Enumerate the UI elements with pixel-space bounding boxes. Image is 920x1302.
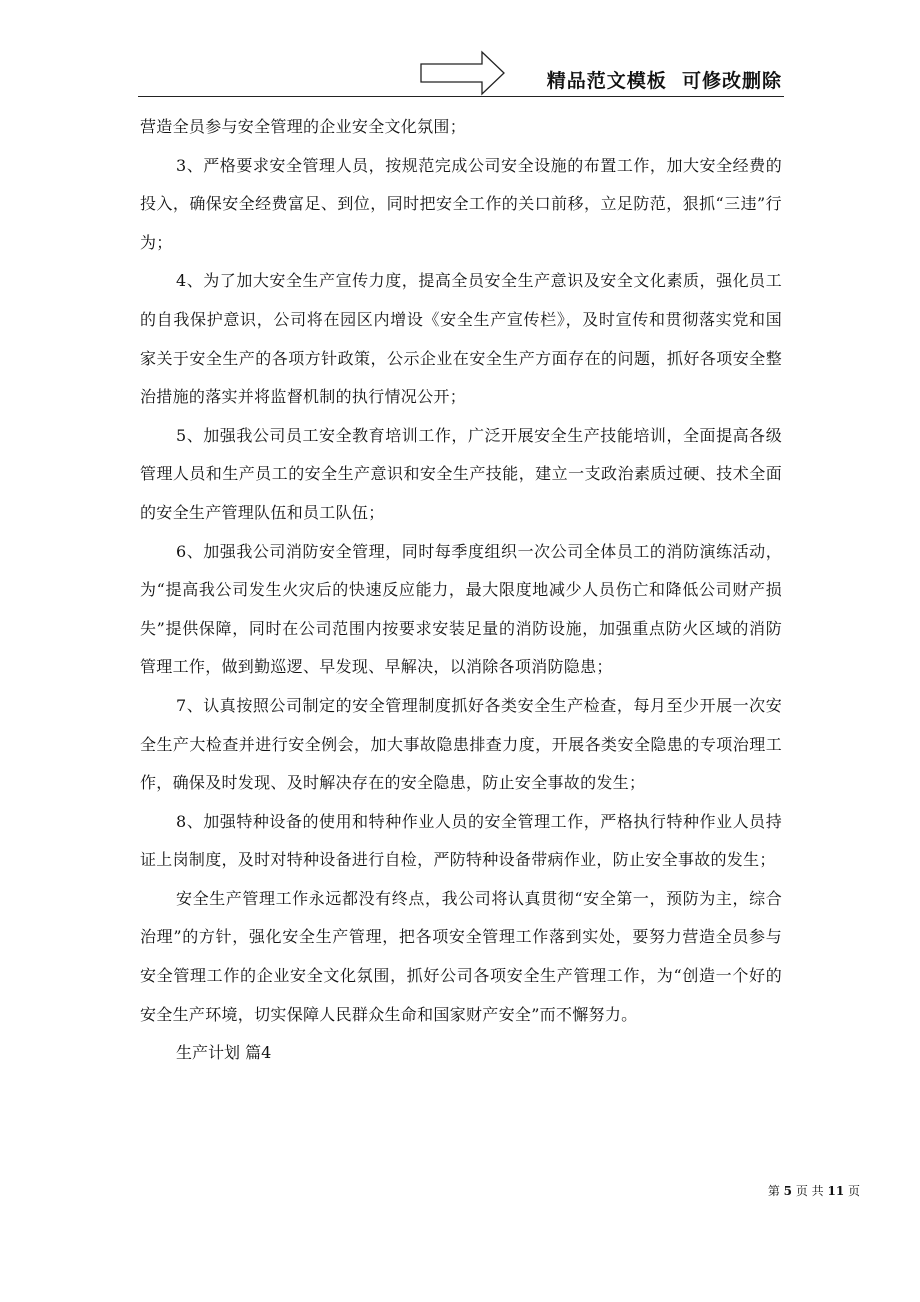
footer-page-number: 5	[783, 1184, 793, 1198]
paragraph-item-4: 4、为了加大安全生产宣传力度，提高全员安全生产意识及安全文化素质，强化员工的自我保护意识，公司将在园区内增设《安全生产宣传栏》，及时宣传和贯彻落实党和国家关于安全生产的各项方针政策，公示企业在安全生产方面存在的问题，抓好各项安全整治措施的落实并将监督机制的执行情况公开；	[140, 271, 782, 407]
header-divider	[138, 96, 784, 97]
paragraph-item-7: 7、认真按照公司制定的安全管理制度抓好各类安全生产检查，每月至少开展一次安全生产大检查并进行安全例会，加大事故隐患排查力度，开展各类安全隐患的专项治理工作，确保及时发现、及时解决存在的安全隐患，防止安全事故的发生；	[140, 695, 782, 793]
paragraph-item-3: 3、严格要求安全管理人员，按规范完成公司安全设施的布置工作，加大安全经费的投入，确保安全经费富足、到位，同时把安全工作的关口前移，立足防范，狠抓“三违”行为；	[140, 155, 782, 252]
footer-middle: 页 共	[792, 1184, 828, 1198]
document-body	[140, 108, 782, 1073]
paragraph-item-8: 8、加强特种设备的使用和特种作业人员的安全管理工作，严格执行特种作业人员持证上岗制度，及时对特种设备进行自检，严防特种设备带病作业，防止安全事故的发生；	[140, 811, 782, 870]
footer-total-pages: 11	[827, 1184, 845, 1198]
header-title: 精品范文模板 可修改删除	[546, 70, 782, 92]
arrow-right-icon	[420, 50, 506, 96]
paragraph-continuation: 营造全员参与安全管理的企业安全文化氛围；	[140, 117, 467, 136]
section-title: 生产计划 篇4	[176, 1043, 272, 1063]
footer-suffix: 页	[844, 1184, 860, 1198]
paragraph-item-5: 5、加强我公司员工安全教育培训工作，广泛开展安全生产技能培训，全面提高各级管理人员和生产员工的安全生产意识和安全生产技能，建立一支政治素质过硬、技术全面的安全生产管理队伍和员工队伍；	[140, 425, 782, 522]
page-footer	[768, 1182, 860, 1199]
page-header	[138, 50, 784, 98]
paragraph-conclusion: 安全生产管理工作永远都没有终点，我公司将认真贯彻“安全第一，预防为主，综合治理”的方针，强化安全生产管理，把各项安全管理工作落到实处，要努力营造全员参与安全管理工作的企业安全文化氛围，抓好公司各项安全生产管理工作，为“创造一个好的安全生产环境，切实保障人民群众生命和国家财产安全”而不懈努力。	[140, 888, 782, 1024]
footer-prefix: 第	[767, 1184, 784, 1198]
paragraph-item-6: 6、加强我公司消防安全管理，同时每季度组织一次公司全体员工的消防演练活动，为“提高我公司发生火灾后的快速反应能力，最大限度地减少人员伤亡和降低公司财产损失”提供保障，同时在公司范围内按要求安装足量的消防设施，加强重点防火区域的消防管理工作，做到勤巡逻、早发现、早解决，以消除各项消防隐患；	[140, 541, 782, 677]
